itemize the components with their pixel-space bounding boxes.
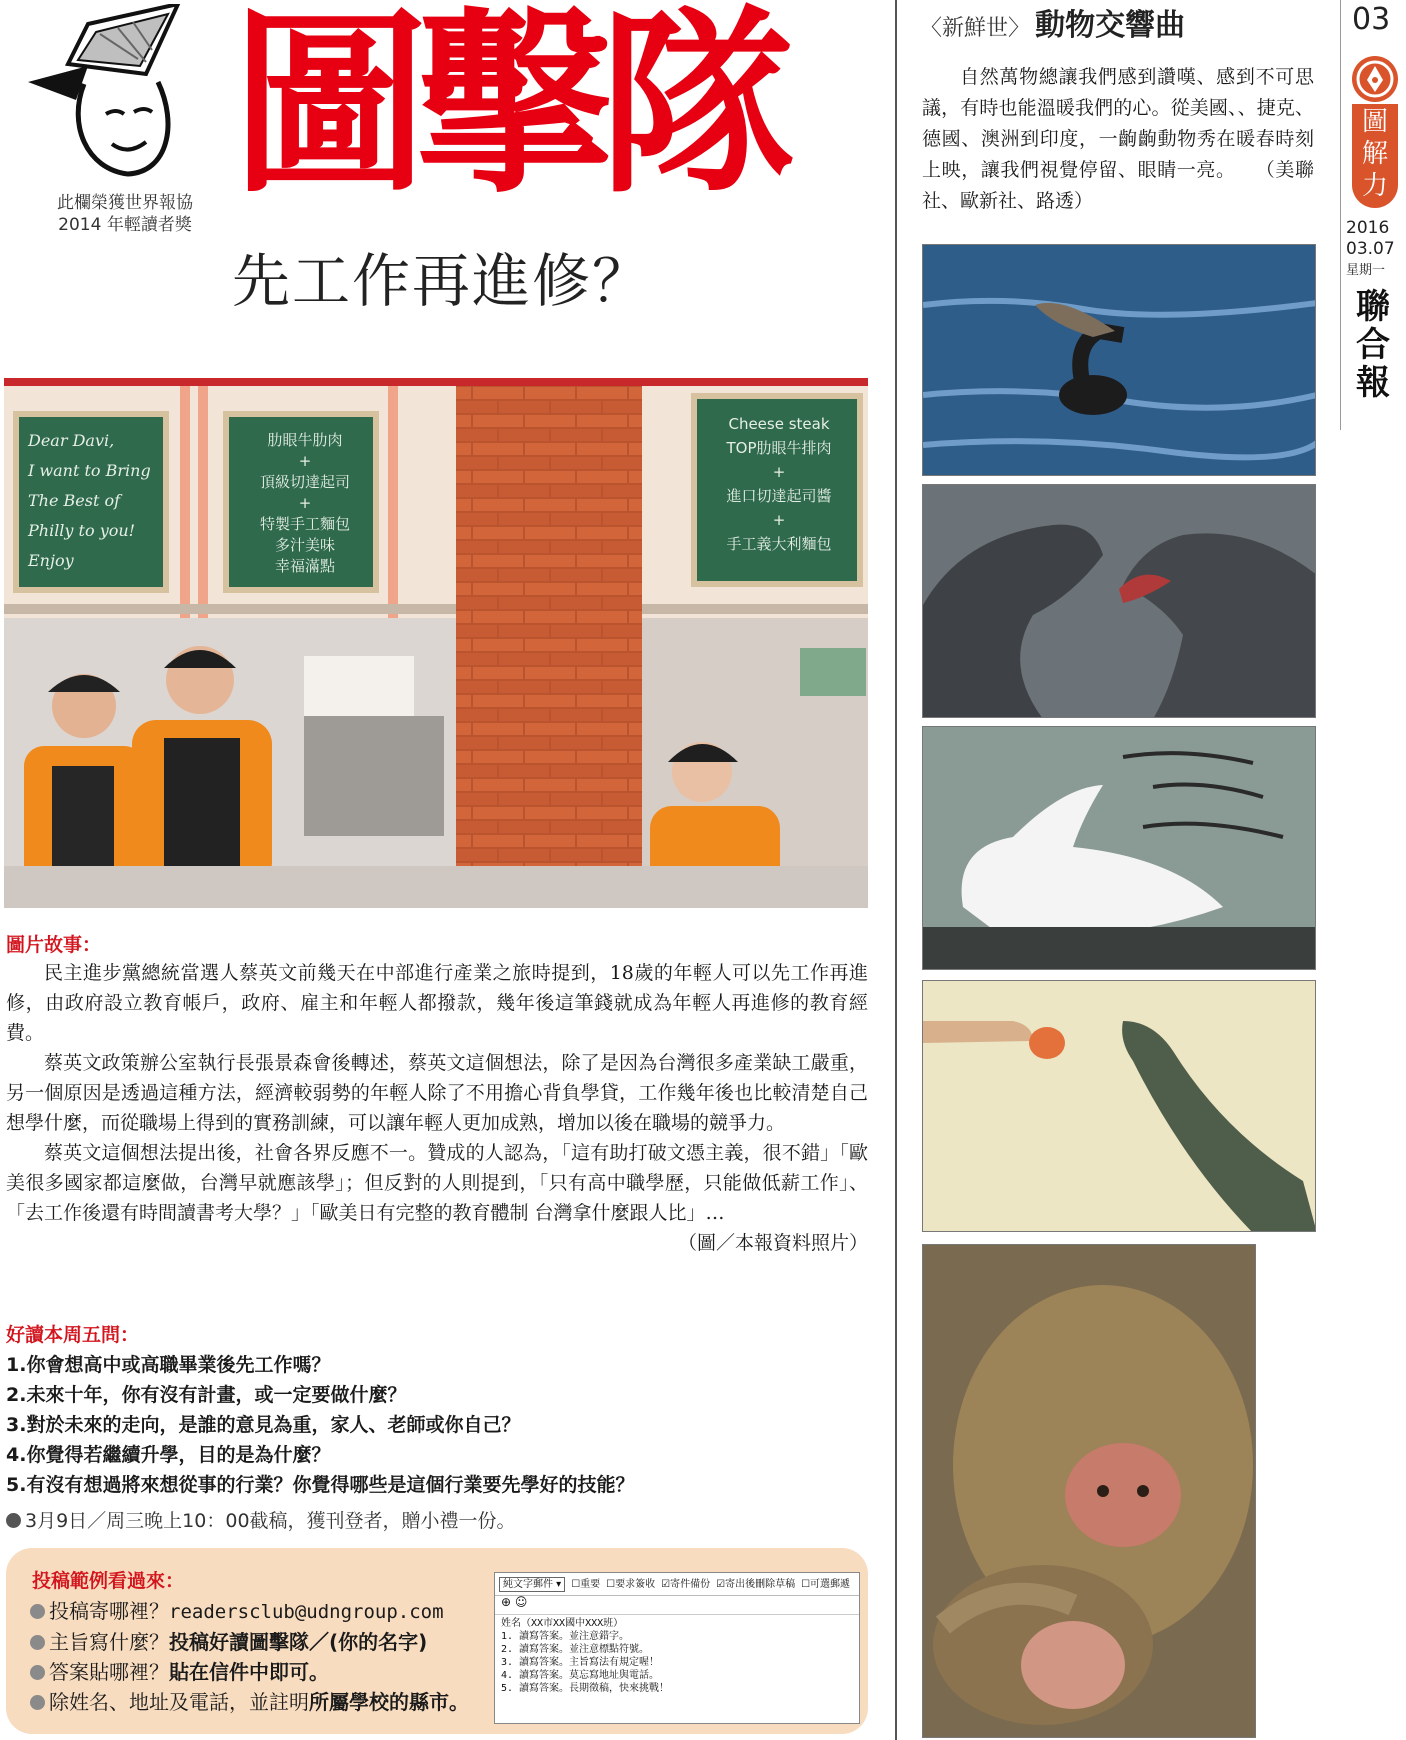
issue-date (1346, 218, 1395, 281)
chalkboard-line: I want to Bring (28, 461, 151, 480)
white-swan-illustration (923, 727, 1316, 970)
bullet-icon (30, 1635, 45, 1650)
story-paragraph: 民主進步黨總統當選人蔡英文前幾天在中部進行產業之旅時提到，18歲的年輕人可以先工作再進修，由政府設立教育帳戶，政府、雇主和年輕人都撥款，幾年後這筆錢就成為年輕人再進修的教育經費。 (6, 962, 868, 1044)
macaque-photo (922, 1244, 1256, 1738)
chalkboard-line: TOP肋眼牛排肉 (726, 439, 832, 457)
option-checkbox[interactable]: ☐要求簽收 (606, 1578, 656, 1590)
format-select-value: 純文字郵件 (503, 1578, 553, 1590)
email-line: 4. 讀寫答案。莫忘寫地址與電話。 (501, 1670, 660, 1681)
chalkboard-line: 肋眼牛肋肉 (267, 431, 343, 449)
deadline-text: 3月9日／周三晚上10：00截稿，獲刊登者，贈小禮一份。 (25, 1510, 516, 1532)
option-checkbox[interactable]: ☐可選郵遞 (801, 1578, 851, 1590)
newspaper-name (1348, 288, 1398, 402)
email-options-bar (495, 1573, 859, 1596)
story-body (6, 958, 868, 1258)
chalkboard-line: 手工義大利麵包 (726, 535, 832, 553)
email-form-screenshot (494, 1572, 860, 1724)
paper-name-char: 聯 (1356, 287, 1390, 327)
chalkboard-line: The Best of (28, 491, 121, 510)
email-line: 1. 讀寫答案。並注意錯字。 (501, 1631, 630, 1642)
submission-step (30, 1627, 469, 1657)
column-divider (895, 0, 897, 1740)
chalkboard-line: + (298, 452, 312, 470)
chalkboard-line: 多汁美味 (274, 536, 335, 554)
chalkboard-line: Cheese steak (728, 415, 830, 433)
bullet-icon (6, 1513, 21, 1528)
email-line: 5. 讀寫答案。長期徵稿，快來挑戰！ (501, 1683, 670, 1694)
step-label: 主旨寫什麼？ (49, 1630, 169, 1654)
submission-steps (30, 1596, 469, 1717)
elephant-photo (922, 980, 1316, 1232)
chalkboard-line: + (298, 494, 312, 512)
two-fur-seals-illustration (923, 485, 1316, 718)
chalkboard-line: 特製手工麵包 (259, 515, 350, 533)
emoji-icon[interactable]: ☺ (514, 1595, 528, 1609)
page-number: 03 (1352, 2, 1391, 37)
chalkboard-left-text (28, 426, 166, 576)
photo-credit: （圖／本報資料照片） (677, 1232, 868, 1254)
column-tag-char: 力 (1361, 171, 1388, 201)
column-tag-char: 圖 (1361, 107, 1388, 137)
article-title: 動物交響曲 (1035, 8, 1186, 43)
chalkboard-line: 頂級切達起司 (259, 473, 350, 491)
step-label: 答案貼哪裡？ (49, 1660, 169, 1684)
submission-step (30, 1657, 469, 1687)
email-line: 3. 讀寫答案。主旨寫法有規定喔！ (501, 1657, 660, 1668)
option-checkbox[interactable]: ☑寄出後刪除草稿 (716, 1578, 796, 1590)
elephant-trunk-carrot-illustration (923, 981, 1316, 1232)
question-item: 2.未來十年，你有沒有計畫，或一定要做什麼？ (6, 1384, 407, 1406)
bullet-icon (30, 1695, 45, 1710)
submission-guide-box (6, 1548, 868, 1734)
step-value: 所屬學校的縣市。 (309, 1690, 469, 1714)
email-line: 姓名（XX市XX國中XXX班） (501, 1618, 624, 1629)
question-item: 4.你覺得若繼續升學，目的是為什麼？ (6, 1444, 331, 1466)
attach-icon[interactable]: ⊕ (501, 1595, 512, 1609)
restaurant-kitchen-photo (4, 378, 868, 908)
chalkboard-line: 進口切達起司醬 (726, 487, 832, 505)
animal-article-heading (920, 0, 1185, 44)
questions-heading: 好讀本周五問： (6, 1324, 140, 1346)
award-note (30, 192, 220, 236)
paper-name-char: 合 (1356, 325, 1390, 365)
question-list (6, 1350, 868, 1500)
fur-seals-photo (922, 484, 1316, 718)
column-tag (1352, 104, 1398, 208)
question-item: 3.對於未來的走向，是誰的意見為重，家人、老師或你自己？ (6, 1414, 521, 1436)
column-title: 圖擊隊 (232, 0, 785, 220)
submission-step (30, 1596, 469, 1627)
date-month-day: 03.07 (1346, 239, 1395, 259)
date-year: 2016 (1346, 218, 1390, 238)
submission-email-link[interactable]: readersclub@udngroup.com (169, 1601, 444, 1623)
newspaper-mascot-logo (28, 4, 208, 179)
macaque-grooming-illustration (923, 1245, 1256, 1738)
option-checkbox[interactable]: ☐重要 (571, 1578, 601, 1590)
step-value: 投稿好讀圖擊隊／(你的名字) (169, 1630, 428, 1654)
chalkboard-line: + (772, 511, 786, 529)
chalkboard-line: + (772, 463, 786, 481)
paper-name-char: 報 (1356, 363, 1390, 403)
article-intro (922, 62, 1314, 217)
column-tag-char: 解 (1361, 139, 1388, 169)
question-item: 1.你會想高中或高職畢業後先工作嗎？ (6, 1354, 331, 1376)
step-value: 貼在信件中即可。 (169, 1660, 329, 1684)
chalkboard-line: Philly to you! (28, 521, 136, 540)
submission-step (30, 1687, 469, 1717)
format-select[interactable]: 純文字郵件 ▾ (499, 1577, 565, 1592)
article-kicker: 〈新鮮世〉 (920, 16, 1031, 41)
option-label: 可選郵遞 (810, 1578, 851, 1590)
date-weekday: 星期一 (1346, 263, 1386, 278)
step-label: 投稿寄哪裡？ (49, 1599, 169, 1623)
intro-text: 自然萬物總讓我們感到讚嘆、感到不可思議，有時也能溫暖我們的心。從美國、、捷克、德國、澳洲到印度，一齣齣動物秀在暖春時刻上映，讓我們視覺停留、眼睛一亮。 （美聯社、歐新社、路透） (922, 66, 1314, 212)
story-paragraph: 蔡英文政策辦公室執行長張景森會後轉述，蔡英文這個想法，除了是因為台灣很多產業缺工嚴重，另一個原因是透過這種方法，經濟較弱勢的年輕人除了不用擔心背負學貸，工作幾年後也比較清楚自己想學什麼，而從職場上得到的實務訓練，可以讓年輕人更加成熟，增加以後在職場的競爭力。 (6, 1052, 868, 1134)
fountain-pen-nib-icon (1352, 56, 1398, 102)
cormorant-photo (922, 244, 1316, 476)
option-label: 寄件備份 (670, 1578, 711, 1590)
chalkboard-right-text (704, 412, 854, 556)
bullet-icon (30, 1665, 45, 1680)
story-heading: 圖片故事： (6, 934, 102, 956)
rail-divider (1340, 0, 1341, 430)
award-line-2: 2014 年輕讀者獎 (58, 215, 192, 235)
editor-toolbar (495, 1596, 859, 1615)
option-label: 要求簽收 (615, 1578, 656, 1590)
step-label: 除姓名、地址及電話，並註明 (49, 1690, 309, 1714)
chalkboard-line: Dear Davi, (28, 431, 115, 450)
bullet-icon (30, 1604, 45, 1619)
chalkboard-line: Enjoy (28, 551, 74, 570)
chalkboard-line: 幸福滿點 (274, 557, 335, 575)
email-line: 2. 讀寫答案。並注意標點符號。 (501, 1644, 650, 1655)
award-line-1: 此欄榮獲世界報協 (57, 193, 193, 213)
option-label: 寄出後刪除草稿 (725, 1578, 796, 1590)
deadline-note (6, 1506, 516, 1536)
option-checkbox[interactable]: ☑寄件備份 (661, 1578, 711, 1590)
story-paragraph: 蔡英文這個想法提出後，社會各界反應不一。贊成的人認為，「這有助打破文憑主義，很不錯」「歐美很多國家都這麼做，台灣早就應該學」；但反對的人則提到，「只有高中職學歷，只能做低薪工作」、「去工作後還有時間讀書考大學？」「歐美日有完整的教育體制 台灣拿什麼跟人比」… (6, 1142, 868, 1224)
chalkboard-middle-text (240, 430, 370, 577)
question-item: 5.有沒有想過將來想從事的行業？你覺得哪些是這個行業要先學好的技能？ (6, 1474, 635, 1496)
submission-heading: 投稿範例看過來： (32, 1570, 185, 1592)
option-label: 重要 (580, 1578, 601, 1590)
swan-photo (922, 726, 1316, 970)
cormorant-eating-fish-illustration (923, 245, 1316, 476)
page-headline: 先工作再進修？ (232, 247, 653, 315)
email-body[interactable] (495, 1615, 859, 1697)
